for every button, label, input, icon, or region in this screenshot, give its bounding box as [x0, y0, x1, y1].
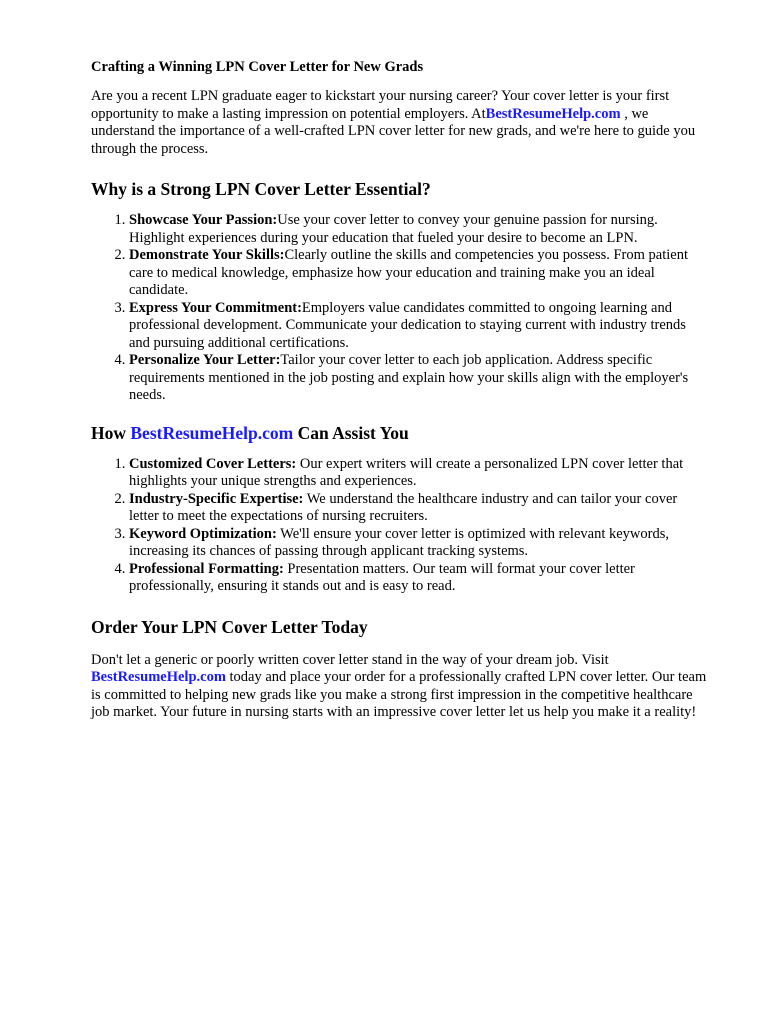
list-item-term: Industry-Specific Expertise: — [129, 490, 304, 507]
list-item — [129, 526, 708, 561]
list-item-term: Demonstrate Your Skills: — [129, 247, 285, 263]
heading-site-link[interactable]: BestResumeHelp.com — [130, 422, 294, 443]
list-item — [129, 212, 708, 247]
order-site-link[interactable]: BestResumeHelp.com — [91, 669, 226, 685]
list-item-term: Customized Cover Letters: — [129, 455, 297, 472]
list-item-text: Presentation matters. Our team will format your cover letter professionally, ensuring it stands out and is easy to read. — [129, 560, 635, 594]
list-item-text: We'll ensure your cover letter is optimized with relevant keywords, increasing its chances of passing through applicant tracking systems. — [129, 525, 669, 559]
list-item — [129, 300, 708, 353]
why-list — [91, 212, 708, 405]
heading-text-after: Can Assist You — [293, 422, 409, 443]
list-item-text: Our expert writers will create a personalized LPN cover letter that highlights your unique strengths and experiences. — [129, 455, 684, 489]
intro-paragraph — [91, 88, 708, 158]
list-item — [129, 352, 708, 405]
intro-text-before: Are you a recent LPN graduate eager to kickstart your nursing career? Your cover letter is your first opportunity to make a lasting impression on potential employers. At — [91, 88, 670, 122]
list-item-term: Keyword Optimization: — [129, 525, 277, 542]
order-paragraph — [91, 652, 708, 722]
list-item — [129, 491, 708, 526]
list-item-text: Tailor your cover letter to each job application. Address specific requirements mentioned in the job posting and explain how your skills align with the employer's needs. — [129, 352, 689, 403]
list-item-text: Employers value candidates committed to ongoing learning and professional development. Communicate your dedication to staying current with industry trends and pursuing additional certifications. — [129, 299, 686, 351]
list-item-term: Personalize Your Letter: — [129, 352, 281, 368]
section-heading-how — [91, 422, 708, 444]
list-item — [129, 561, 708, 596]
list-item — [129, 456, 708, 491]
list-item-term: Professional Formatting: — [129, 560, 284, 577]
intro-text-after: , we understand the importance of a well-crafted LPN cover letter for new grads, and we're here to guide you through the process. — [91, 105, 696, 157]
section-heading-why: Why is a Strong LPN Cover Letter Essential? — [91, 179, 431, 199]
list-item-term: Express Your Commitment: — [129, 299, 302, 316]
list-item-term: Showcase Your Passion: — [129, 212, 278, 228]
order-text-before: Don't let a generic or poorly written cover letter stand in the way of your dream job. Visit — [91, 651, 609, 668]
section-heading-order: Order Your LPN Cover Letter Today — [91, 616, 368, 637]
assist-list — [91, 456, 708, 596]
list-item-text: Use your cover letter to convey your genuine passion for nursing. Highlight experiences during your education that fueled your desire to become an LPN. — [129, 212, 658, 246]
intro-site-link[interactable]: BestResumeHelp.com — [485, 105, 621, 122]
order-text-after: today and place your order for a professionally crafted LPN cover letter. Our team is committed to helping new grads like you make a strong first impression in the competitive healthcare job market. Your future in nursing starts with an impressive cover letter let us help you make it a reality! — [91, 669, 707, 720]
list-item-text: Clearly outline the skills and competencies you possess. From patient care to medical knowledge, emphasize how your education and training make you an ideal candidate. — [129, 247, 688, 298]
heading-text-before: How — [91, 422, 131, 443]
list-item — [129, 247, 708, 300]
list-item-text: We understand the healthcare industry and can tailor your cover letter to meet the expectations of nursing recruiters. — [129, 490, 678, 524]
document-title: Crafting a Winning LPN Cover Letter for New Grads — [91, 59, 424, 75]
